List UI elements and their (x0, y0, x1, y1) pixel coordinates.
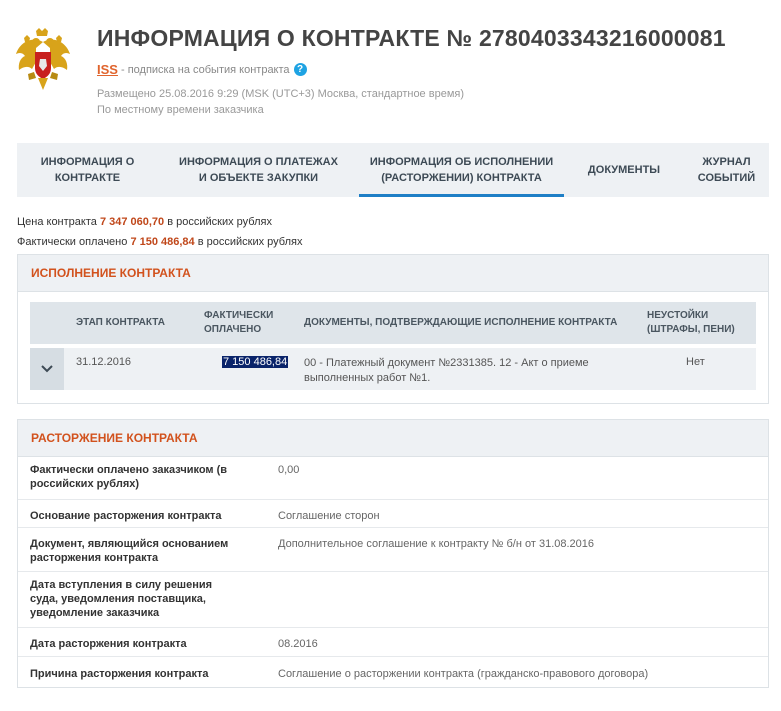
row-value: Соглашение сторон (278, 510, 380, 522)
row-label: Причина расторжения контракта (30, 668, 209, 680)
tab-bar (17, 143, 769, 197)
coat-of-arms-emblem (14, 28, 72, 92)
tab-payments-info[interactable] (158, 143, 359, 197)
tab-label: (РАСТОРЖЕНИИ) КОНТРАКТА (381, 172, 542, 184)
row-value: 08.2016 (278, 638, 318, 650)
tab-execution-info[interactable] (359, 143, 564, 197)
row-penalty: Нет (686, 356, 705, 368)
tab-documents[interactable] (564, 143, 684, 197)
contract-price-label: Цена контракта (17, 216, 97, 228)
paid-amount-value: 7 150 486,84 (130, 236, 195, 248)
execution-table-header (30, 302, 756, 344)
row-label: Документ, являющийся основанием расторжения контракта (30, 538, 229, 564)
chevron-down-icon (41, 365, 53, 373)
termination-table (18, 457, 768, 687)
row-value (278, 574, 768, 627)
row-value: Соглашение о расторжении контракта (гражданско-правового договора) (278, 668, 649, 680)
tab-label: И ОБЪЕКТЕ ЗАКУПКИ (198, 172, 319, 184)
table-row (18, 572, 768, 628)
header-penalties (647, 309, 735, 337)
subscription-line (97, 62, 307, 77)
subscribe-text: - подписка на события контракта (120, 63, 290, 76)
table-row (18, 500, 768, 528)
header-paid-line2: ОПЛАЧЕНО (204, 324, 262, 335)
execution-panel-title: ИСПОЛНЕНИЕ КОНТРАКТА (18, 255, 768, 292)
help-icon[interactable]: ? (294, 63, 307, 76)
tab-label: ЖУРНАЛ (702, 156, 751, 168)
row-label: Фактически оплачено заказчиком (в российских рублях) (30, 464, 228, 490)
table-row (18, 657, 768, 687)
table-row (18, 628, 768, 657)
header-documents: ДОКУМЕНТЫ, ПОДТВЕРЖДАЮЩИЕ ИСПОЛНЕНИЕ КОНТРАКТА (304, 317, 618, 328)
header-stage: ЭТАП КОНТРАКТА (76, 317, 165, 328)
table-row (30, 348, 756, 390)
header-penalties-line2: (ШТРАФЫ, ПЕНИ) (647, 324, 735, 335)
row-label: Основание расторжения контракта (30, 510, 222, 522)
row-paid-amount-text: 7 150 486,84 (223, 356, 288, 368)
contract-price-value: 7 347 060,70 (99, 216, 165, 228)
termination-panel (17, 419, 769, 688)
tab-label: КОНТРАКТЕ (54, 172, 121, 184)
paid-amount-line (17, 236, 302, 248)
paid-amount-suffix: в российских рублях (197, 236, 303, 248)
table-row (18, 457, 768, 500)
table-row (18, 528, 768, 572)
row-documents (304, 356, 589, 386)
tab-label: СОБЫТИЙ (697, 172, 756, 184)
row-documents-line2: выполненных работ №1. (304, 372, 431, 384)
tab-event-log[interactable] (684, 143, 769, 197)
tab-contract-info[interactable] (17, 143, 158, 197)
execution-table (30, 302, 756, 390)
header-penalties-line1: НЕУСТОЙКИ (647, 310, 709, 321)
row-label: Дата вступления в силу решения суда, уведомления поставщика, уведомление заказчика (30, 579, 213, 619)
contract-price-line (17, 216, 272, 228)
tab-label: ИНФОРМАЦИЯ О (40, 156, 135, 168)
row-paid-amount (222, 356, 288, 368)
tab-label: ИНФОРМАЦИЯ О ПЛАТЕЖАХ (179, 156, 338, 168)
row-label: Дата расторжения контракта (30, 638, 187, 650)
header-paid (204, 309, 273, 337)
page-title: ИНФОРМАЦИЯ О КОНТРАКТЕ № 2780403343216000081 (97, 25, 726, 51)
row-documents-line1: 00 - Платежный документ №2331385. 12 - Акт о приеме (304, 357, 589, 369)
row-value: 0,00 (278, 464, 300, 476)
posted-date: Размещено 25.08.2016 9:29 (MSK (UTC+3) Москва, стандартное время) (97, 88, 464, 100)
header-paid-line1: ФАКТИЧЕСКИ (204, 310, 274, 321)
tab-label: ДОКУМЕНТЫ (587, 164, 661, 176)
expand-row-button[interactable] (30, 348, 64, 390)
row-value: Дополнительное соглашение к контракту № б/н от 31.08.2016 (278, 538, 595, 550)
execution-panel (17, 254, 769, 404)
termination-panel-title: РАСТОРЖЕНИЕ КОНТРАКТА (18, 420, 768, 457)
paid-amount-label: Фактически оплачено (17, 236, 128, 248)
contract-price-suffix: в российских рублях (167, 216, 272, 228)
local-time-note: По местному времени заказчика (97, 104, 264, 116)
row-stage-date: 31.12.2016 (76, 356, 132, 368)
iss-link[interactable]: ISS (97, 62, 118, 77)
tab-label: ИНФОРМАЦИЯ ОБ ИСПОЛНЕНИИ (369, 156, 554, 168)
